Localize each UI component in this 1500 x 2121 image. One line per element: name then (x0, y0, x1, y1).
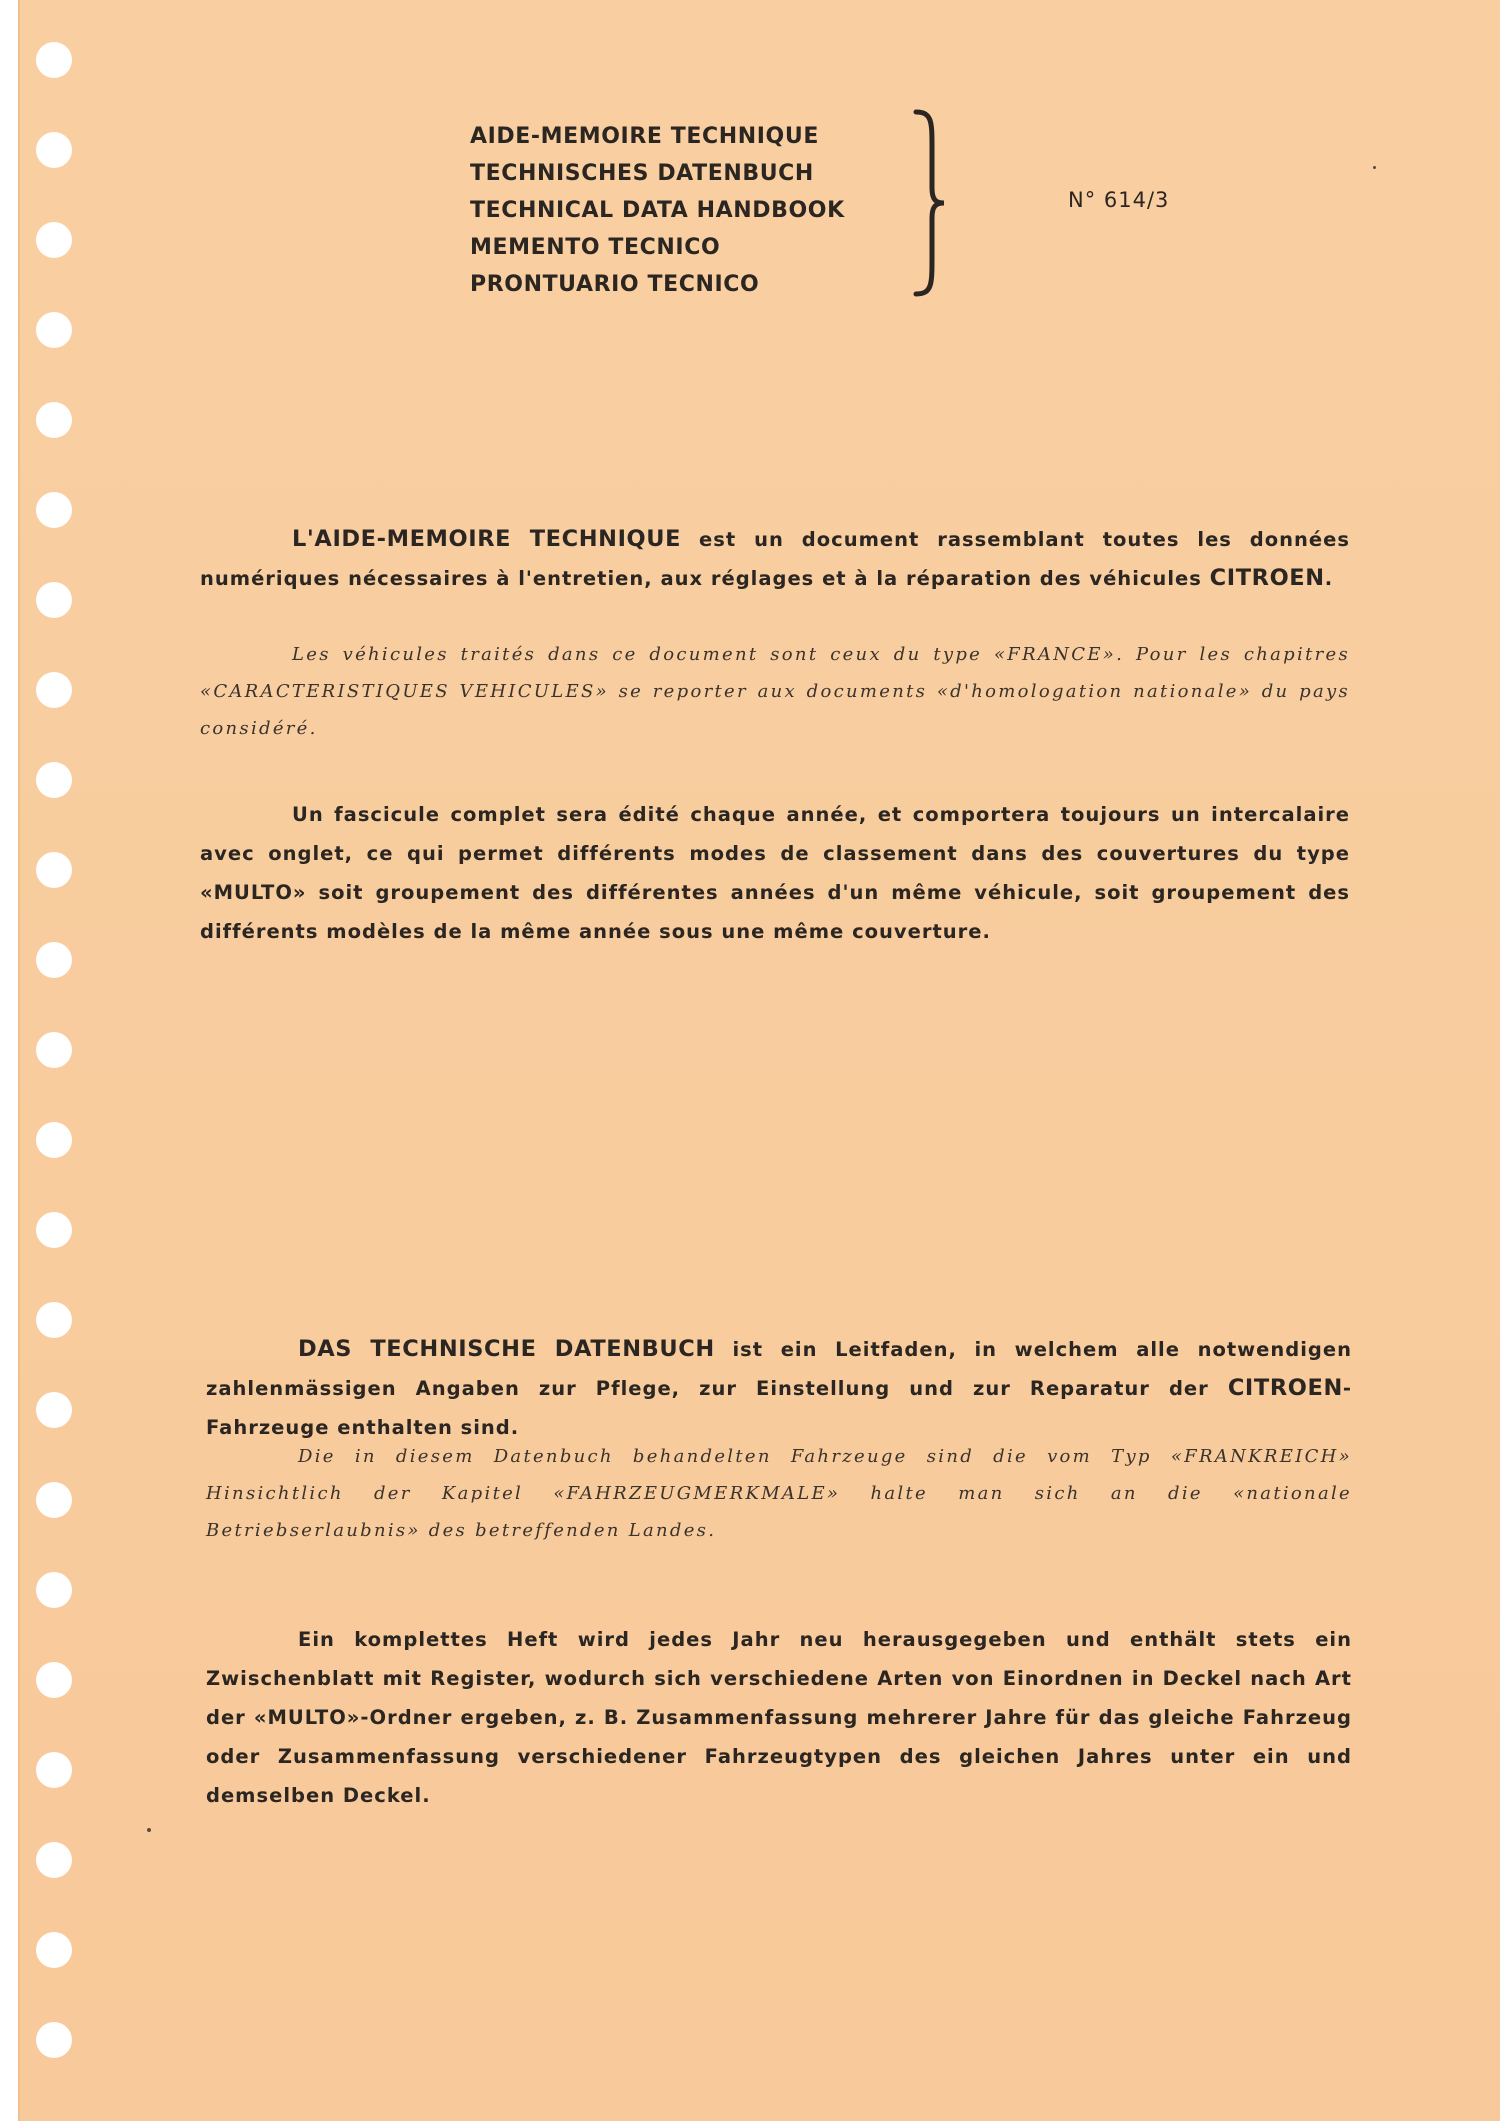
french-note-paragraph: Les véhicules traités dans ce document sont ceux du type «FRANCE». Pour les chapitres «CARACTERISTIQUES VEHICULES» se reporter aux documents «d'homologation nationale» du pays considéré. (200, 644, 1350, 739)
german-intro-lead: DAS TECHNISCHE DATENBUCH (298, 1336, 715, 1362)
binder-hole (36, 42, 72, 78)
paper-speck (147, 1828, 151, 1832)
german-note-paragraph: Die in diesem Datenbuch behandelten Fahrzeuge sind die vom Typ «FRANKREICH» Hinsichtlich der Kapitel «FAHRZEUGMERKMALE» halte man sich an die «nationale Betriebserlaubnis» des betreffenden Landes. (206, 1446, 1352, 1541)
paper-speck (1373, 166, 1376, 169)
curly-brace-icon (910, 108, 950, 298)
french-intro-end: . (1324, 567, 1334, 590)
title-block (470, 118, 910, 303)
binder-hole (36, 222, 72, 258)
binder-hole (36, 1392, 72, 1428)
binder-hole (36, 1572, 72, 1608)
french-annual-paragraph: Un fascicule complet sera édité chaque année, et comportera toujours un intercalaire avec onglet, ce qui permet différents modes de classement dans des couvertures du type «MULTO» soit groupement des différentes années d'un même véhicule, soit groupement des différents modèles de la même année sous une même couverture. (200, 803, 1350, 943)
german-intro-end: -Fahrzeuge enthalten sind. (206, 1377, 1352, 1439)
title-german: TECHNISCHES DATENBUCH (470, 161, 814, 186)
french-intro-lead: L'AIDE-MEMOIRE TECHNIQUE (292, 526, 682, 552)
binder-hole (36, 762, 72, 798)
document-number: N° 614/3 (1068, 188, 1170, 212)
binder-hole (36, 1302, 72, 1338)
binder-hole (36, 312, 72, 348)
binder-hole (36, 2022, 72, 2058)
binder-hole (36, 492, 72, 528)
binder-hole (36, 1752, 72, 1788)
french-intro-text: est un document rassemblant toutes les données numériques nécessaires à l'entretien, aux réglages et à la réparation des véhicules (200, 528, 1350, 590)
binder-hole (36, 582, 72, 618)
title-english: TECHNICAL DATA HANDBOOK (470, 198, 845, 223)
binder-hole (36, 1032, 72, 1068)
binder-hole (36, 132, 72, 168)
binder-hole (36, 1212, 72, 1248)
binder-hole (36, 852, 72, 888)
binder-hole (36, 1842, 72, 1878)
german-intro-text: ist ein Leitfaden, in welchem alle notwendigen zahlenmässigen Angaben zur Pflege, zur Einstellung und zur Reparatur der (206, 1338, 1353, 1400)
title-italian: PRONTUARIO TECNICO (470, 272, 760, 297)
binder-hole (36, 402, 72, 438)
binder-hole (36, 942, 72, 978)
german-intro-paragraph (206, 1330, 1352, 1447)
binder-hole (36, 1932, 72, 1968)
german-annual-paragraph: Ein komplettes Heft wird jedes Jahr neu herausgegeben und enthält stets ein Zwischenblatt mit Register, wodurch sich verschiedene Arten von Einordnen in Deckel nach Art der «MULTO»-Ordner ergeben, z. B. Zusammenfassung mehrerer Jahre für das gleiche Fahrzeug oder Zusammenfassung verschiedener Fahrzeugtypen des gleichen Jahres unter ein und demselben Deckel. (206, 1628, 1352, 1807)
binder-hole (36, 1482, 72, 1518)
binder-hole (36, 1662, 72, 1698)
french-intro-brand: CITROEN (1209, 565, 1325, 591)
binder-hole (36, 672, 72, 708)
binder-hole (36, 1122, 72, 1158)
french-intro-paragraph (200, 520, 1350, 598)
german-intro-brand: CITROEN (1227, 1375, 1343, 1401)
title-french: AIDE-MEMOIRE TECHNIQUE (470, 124, 819, 149)
title-spanish: MEMENTO TECNICO (470, 235, 721, 260)
